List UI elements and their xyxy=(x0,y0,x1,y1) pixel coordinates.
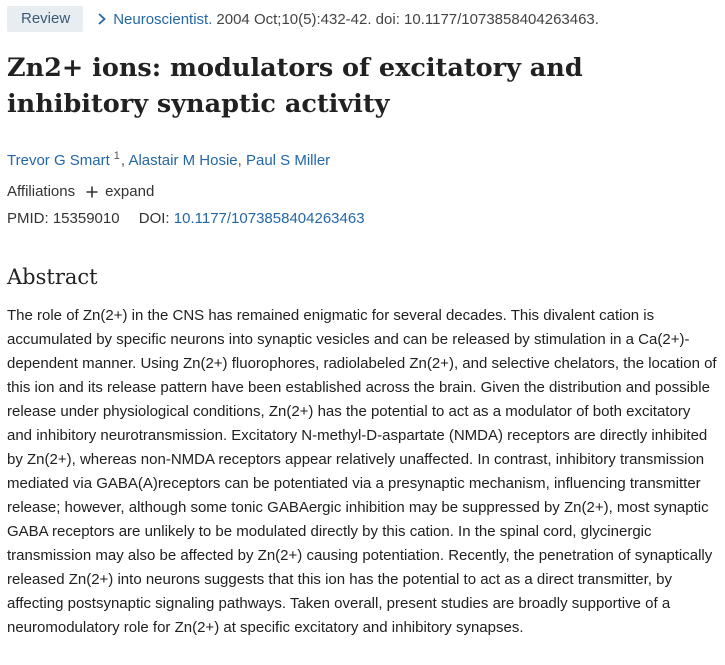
plus-icon xyxy=(86,186,98,198)
abstract-text: The role of Zn(2+) in the CNS has remained enigmatic for several decades. This divalent cation is accumulated by specific neurons into synaptic vesicles and can be released by stimulation in a Ca(2+)-dependent manner. Using Zn(2+) fluorophores, radiolabeled Zn(2+), and selective chelators, the location of this ion and its release pattern have been established across the brain. Given the distribution and possible release under physiological conditions, Zn(2+) has the potential to act as a modulator of both excitatory and inhibitory neurotransmission. Excitatory N-methyl-D-aspartate (NMDA) receptors are directly inhibited by Zn(2+), whereas non-NMDA receptors appear relatively unaffected. In contrast, inhibitory transmission mediated via GABA(A)receptors can be potentiated via a presynaptic mechanism, influencing transmitter release; however, although some tonic GABAergic inhibition may be suppressed by Zn(2+), most synaptic GABA receptors are unlikely to be modulated directly by this cation. In the spinal cord, glycinergic transmission may also be affected by Zn(2+) causing potentiation. Recently, the penetration of synaptically released Zn(2+) into neurons suggests that this ion has the potential to act as a direct transmitter, by affecting postsynaptic signaling pathways. Taken overall, present studies are broadly supportive of a neuromodulatory role for Zn(2+) at specific excitatory and inhibitory synapses. xyxy=(7,307,717,636)
expand-label: expand xyxy=(105,183,155,200)
citation-details: 2004 Oct;10(5):432-42. doi: 10.1177/1073858404263463. xyxy=(216,10,599,28)
author-separator: , xyxy=(120,152,126,169)
author-link[interactable]: Trevor G Smart xyxy=(7,152,110,169)
journal-link[interactable]: Neuroscientist. xyxy=(113,10,213,28)
article-meta-row xyxy=(7,6,599,32)
article-title: Zn2+ ions: modulators of excitatory and inhibitory synaptic activity xyxy=(7,53,583,119)
pmid-label: PMID: xyxy=(7,210,49,227)
author-link[interactable]: Alastair M Hosie xyxy=(128,152,238,169)
pmid-value: 15359010 xyxy=(52,210,120,227)
author-separator: , xyxy=(237,152,242,169)
author-link[interactable]: Paul S Miller xyxy=(245,152,331,169)
doi-label: DOI: xyxy=(138,210,170,227)
affiliations-row xyxy=(7,180,154,204)
abstract-heading: Abstract xyxy=(7,265,98,289)
chevron-right-icon xyxy=(96,12,108,26)
identifiers-row xyxy=(7,207,365,231)
affiliation-number[interactable]: 1 xyxy=(113,150,120,162)
author-list xyxy=(7,143,330,174)
expand-affiliations-button[interactable] xyxy=(86,180,154,204)
publication-type-badge: Review xyxy=(7,6,83,32)
doi-link[interactable]: 10.1177/1073858404263463 xyxy=(173,210,365,227)
affiliations-label: Affiliations xyxy=(7,183,76,200)
